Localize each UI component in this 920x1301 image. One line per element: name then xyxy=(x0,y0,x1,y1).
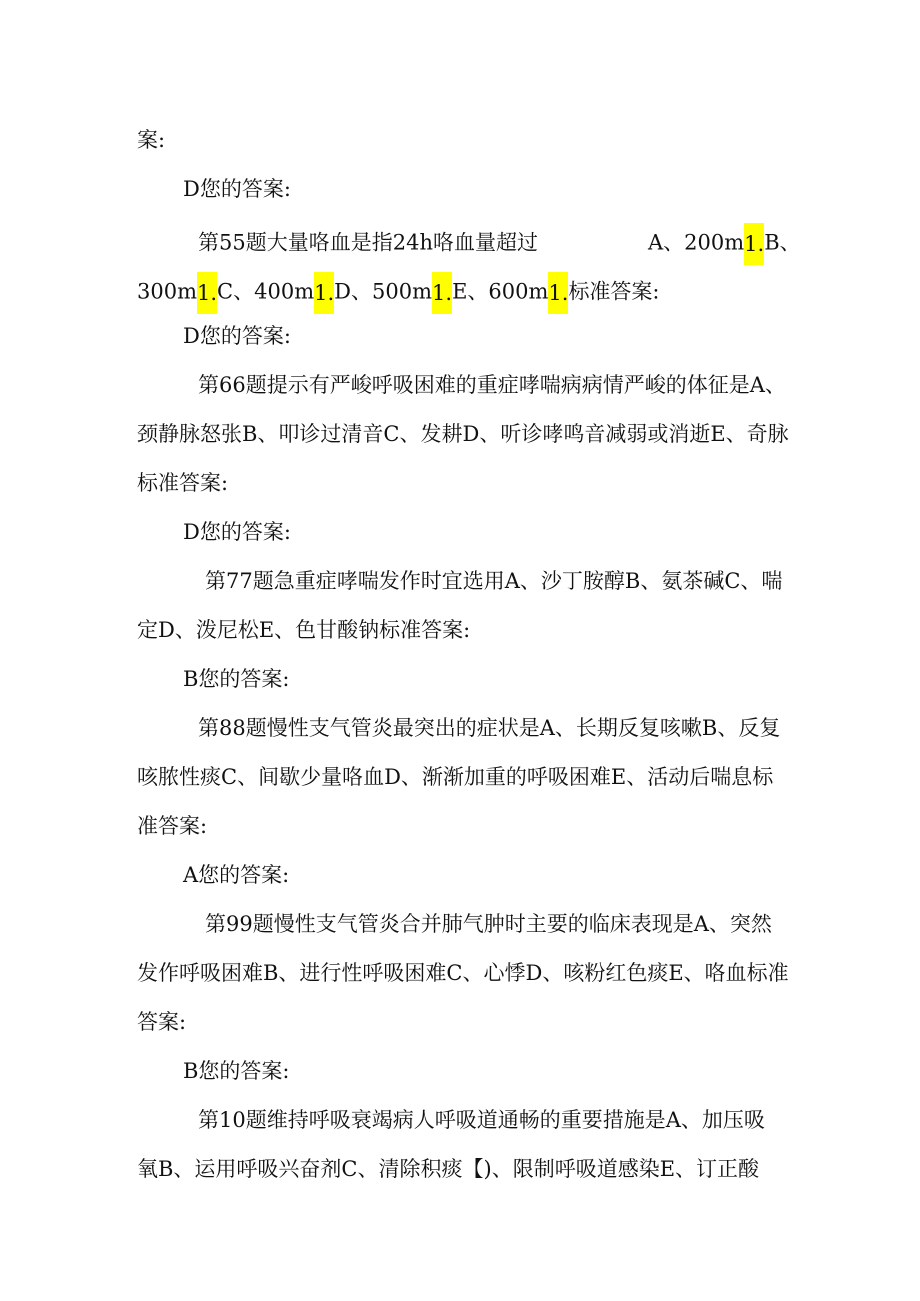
answer-line-6: B您的答案: xyxy=(183,1059,290,1083)
question-10-line-2: 氧B、运用呼吸兴奋剂C、清除积痰【)、限制呼吸道感染E、订正酸 xyxy=(137,1157,760,1181)
answer-line-3: D您的答案: xyxy=(183,520,291,544)
question-77-line-2: 定D、泼尼松E、色甘酸钠标准答案: xyxy=(137,618,471,642)
highlight-mark: 1. xyxy=(744,223,764,265)
question-88-line-2: 咳脓性痰C、间歇少量咯血D、渐渐加重的呼吸困难E、活动后喘息标 xyxy=(137,765,774,789)
highlight-mark: 1. xyxy=(548,272,568,314)
answer-line-1: D您的答案: xyxy=(183,177,291,201)
highlight-mark: 1. xyxy=(197,272,217,314)
question-10-line-1: 第10题维持呼吸衰竭病人呼吸道通畅的重要措施是A、加压吸 xyxy=(198,1108,765,1132)
answer-line-2: D您的答案: xyxy=(183,324,291,348)
question-99-line-2: 发作呼吸困难B、进行性呼吸困难C、心悸D、咳粉红色痰E、咯血标准 xyxy=(137,961,789,985)
answer-line-4: B您的答案: xyxy=(183,667,290,691)
question-88-line-3: 准答案: xyxy=(137,814,208,838)
question-55-line-1: 第55题大量咯血是指24h咯血量超过 A、200m1.B、 xyxy=(198,223,801,253)
text-line-1: 案: xyxy=(137,128,166,152)
question-99-line-1: 第99题慢性支气管炎合并肺气肿时主要的临床表现是A、突然 xyxy=(205,912,772,936)
question-99-line-3: 答案: xyxy=(137,1010,187,1034)
question-88-line-1: 第88题慢性支气管炎最突出的症状是A、长期反复咳嗽B、反复 xyxy=(198,716,781,740)
question-66-line-3: 标准答案: xyxy=(137,471,229,495)
question-66-line-1: 第66题提示有严峻呼吸困难的重症哮喘病病情严峻的体征是A、 xyxy=(198,373,786,397)
answer-line-5: A您的答案: xyxy=(183,863,290,887)
question-55-line-2: 300m1.C、400m1.D、500m1.E、600m1.标准答案: xyxy=(137,272,660,302)
question-77-line-1: 第77题急重症哮喘发作时宜选用A、沙丁胺醇B、氨茶碱C、喘 xyxy=(205,569,783,593)
highlight-mark: 1. xyxy=(432,272,452,314)
question-66-line-2: 颈静脉怒张B、叩诊过清音C、发耕D、听诊哮鸣音减弱或消逝E、奇脉 xyxy=(137,422,789,446)
highlight-mark: 1. xyxy=(314,272,334,314)
